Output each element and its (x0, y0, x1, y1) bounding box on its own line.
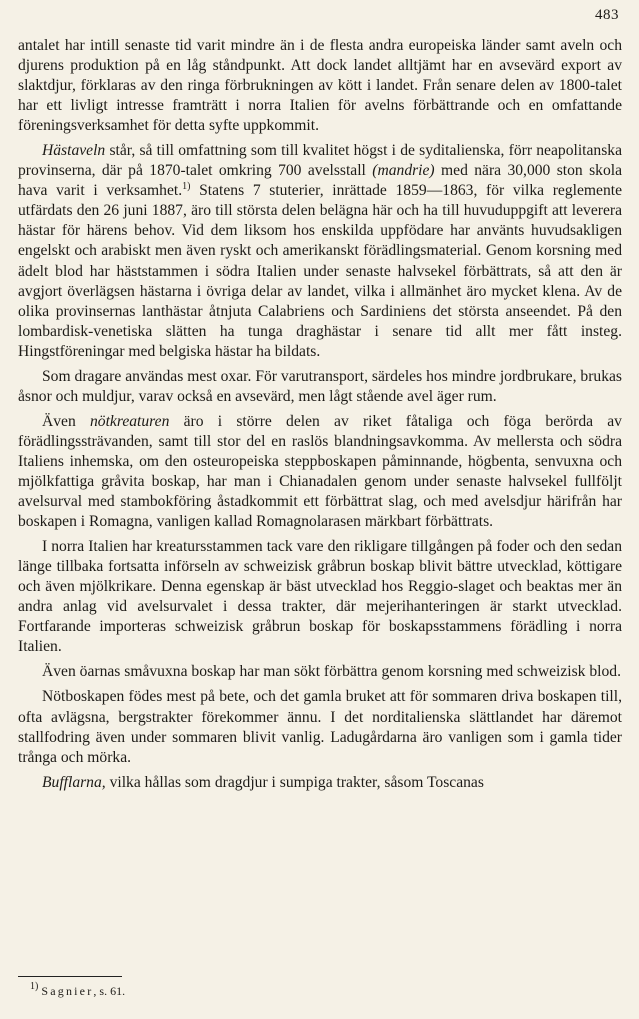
paragraph (18, 773, 622, 793)
paragraph (18, 537, 622, 657)
italic-term: Bufflarna, (42, 773, 106, 791)
paragraph-text: Som dragare användas mest oxar. För varutransport, särdeles hos mindre jordbrukare, brukas åsnor och muldjur, varav också en avsevärd, men lågt stående avel äger rum. (18, 367, 622, 405)
body-text (18, 36, 622, 796)
footnote-marker: 1) (30, 981, 39, 992)
paragraph (18, 367, 622, 407)
italic-term: (mandrie) (372, 162, 435, 180)
paragraph-text: antalet har intill senaste tid varit mindre än i de flesta andra europeiska länder samt aveln och djurens produktion på en låg ståndpunkt. Att dock landet alltjämt har en avsevärd export av slaktdjur, förklaras av den ringa förbrukningen av kött i landet. Från senare delen av 1800-talet har ett livligt intresse framträtt i norra Italien för avelns förbättrande och en omfattande föreningsverksamhet för detta syfte uppkommit. (18, 37, 622, 135)
paragraph-text: Nötboskapen födes mest på bete, och det gamla bruket att för sommaren driva boskapen till, ofta avlägsna, bergstrakter förekommer ännu. I det norditalienska slättlandet har däremot stallfodring även under sommaren blivit vanlig. Ladugårdarna äro vanligen som i gamla tider trånga och mörka. (18, 688, 622, 766)
paragraph-text: Även (42, 412, 90, 430)
footnote-reference[interactable]: 1) (182, 181, 191, 193)
paragraph-text: Även öarnas småvuxna boskap har man sökt förbättra genom korsning med schweizisk blod. (42, 663, 622, 681)
paragraph-text: står, så till omfattning som till kvalitet högst i de syditalienska, förr neapolitanska provinserna, där på 1870-talet omkring 700 avelsstall (18, 142, 622, 180)
paragraph-text: Statens 7 stuterier, inrättade 1859—1863, för vilka reglemente utfärdats den 26 juni 1887, äro till största delen belägna här och ha till huvuduppgift att leverera hästar för härens behov. Vid dem liksom hos enskilda uppfödare har använts huvudsakligen engelskt och arabiskt men även ryskt och amerikanskt förädlingsmaterial. Genom korsning med ädelt blod har häststammen i södra Italien under senaste halvsekel förbättrats, så att den är avgjort överlägsen hästarna i övriga delar av landet, vilka i allmänhet äro mycket klena. Av de olika provinsernas lanthästar åtnjuta Calabriens och Sardiniens det största anseendet. På den lombardisk-venetiska slätten ha tunga draghästar i senare tid allt mer fått insteg. Hingstföreningar med belgiska hästar ha bildats. (18, 182, 622, 360)
paragraph-text: med nära 30,000 ston skola hava varit i verksamhet. (18, 162, 622, 200)
paragraph-text: äro i större delen av riket fåtaliga och föga berörda av förädlingssträvanden, samt till stor del en raslös blandningsavkomma. Av mellersta och södra Italiens inhemska, om den osteuropeiska steppboskapen påminnande, högbenta, senvuxna och mjölkfattiga gråvita boskap, har man i Chianadalen genom under senaste halvsekel fullföljt avelsurval med stambokföring åstadkommit ett förbättrat slag, och med avelsdjur härifrån har boskapen i Romagna, vanligen kallad Romagnolarasen märkbart förbättrats. (18, 412, 622, 531)
italic-term: nötkreaturen (90, 412, 170, 430)
paragraph-text: I norra Italien har kreatursstammen tack vare den rikligare tillgången på foder och den sedan länge tillbaka fortsatta införseln av schweizisk gråbrun boskap blivit bättre utvecklad, köttigare och även mjölkrikare. Denna egenskap är bäst utvecklad hos Reggio-slaget och beaktas mer än andra anlag vid avelsurvalet i dessa trakter, där mejerihanteringen är starkt utvecklad. Fortfarande importeras schweizisk gråbrun boskap för boskapsstammens förädling i norra Italien. (18, 538, 622, 656)
paragraph (18, 141, 622, 362)
italic-term: Hästaveln (42, 142, 106, 160)
paragraph (18, 662, 622, 682)
paragraph (18, 36, 622, 136)
page-number: 483 (595, 7, 619, 23)
paragraph-text: vilka hållas som dragdjur i sumpiga trakter, såsom Toscanas (105, 773, 484, 791)
footnote-author: Sagnier (41, 984, 94, 998)
paragraph (18, 412, 622, 532)
footnote-divider (18, 976, 122, 977)
footnote (30, 981, 126, 999)
paragraph (18, 687, 622, 767)
footnote-reference-text: , s. 61. (93, 984, 126, 998)
